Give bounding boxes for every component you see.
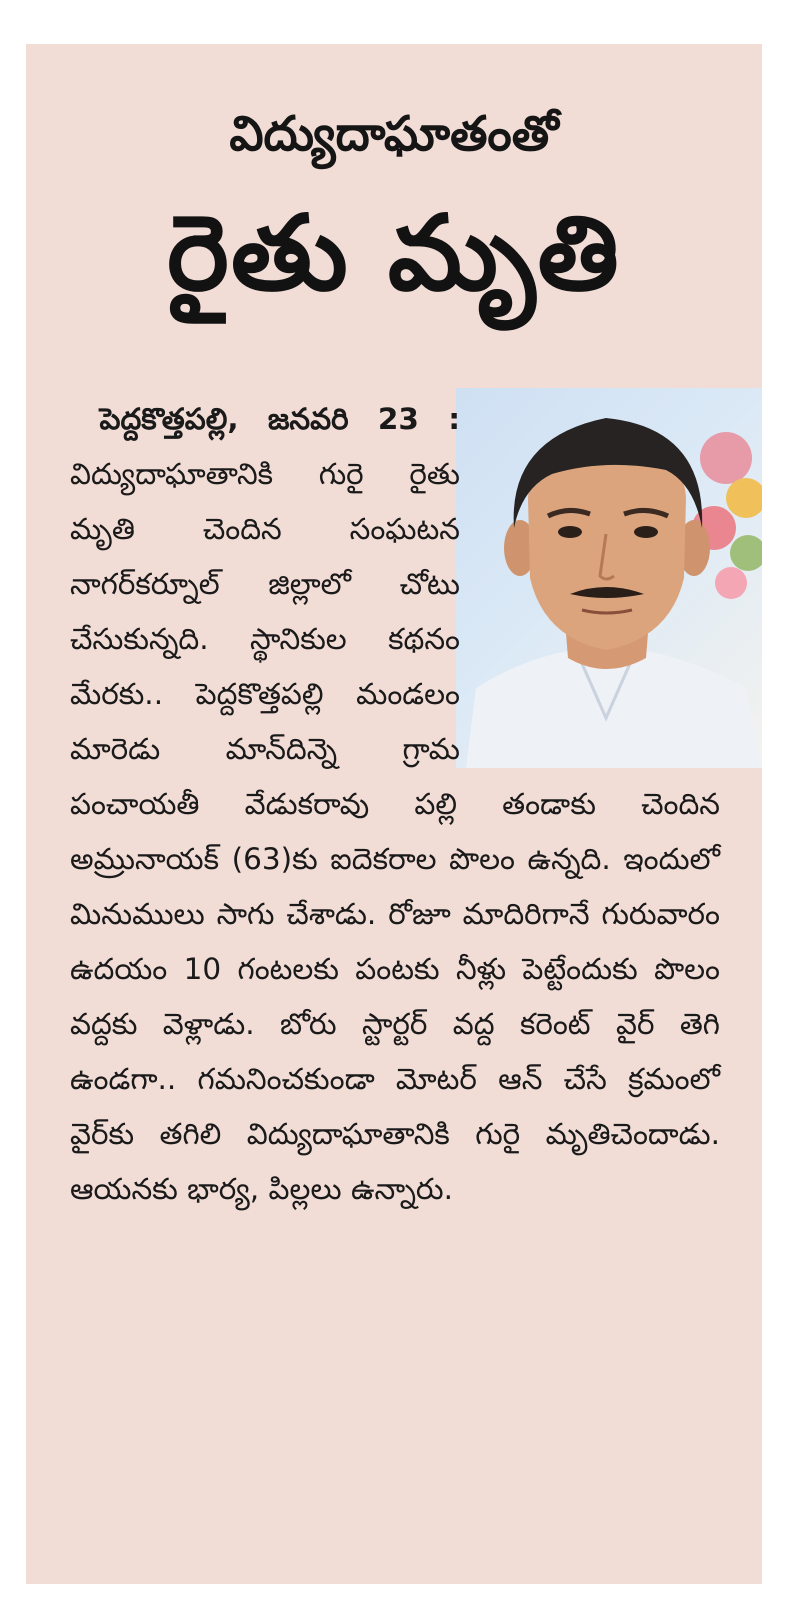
photo-wrap-space: [468, 392, 720, 776]
news-clipping: [26, 44, 762, 1584]
main-headline: రైతు మృతి: [167, 192, 621, 314]
dateline: పెద్దకొత్తపల్లి, జనవరి 23 :: [99, 402, 460, 436]
article-body: [70, 392, 720, 1217]
kicker-headline: విద్యుదాఘాతంతో: [229, 106, 559, 162]
body-text: విద్యుదాఘాతానికి గురై రైతు మృతి చెందిన సంఘటన నాగర్‌కర్నూల్ జిల్లాలో చోటు చేసుకున్నది. స్థానికుల కథనం మేరకు.. పెద్దకొత్తపల్లి మండలం మారెడు మాన్‌దిన్నె గ్రామ పంచాయతీ వేడుకరావు పల్లి తండాకు చెందిన అమ్రునాయక్ (63)కు ఐదెకరాల పొలం ఉన్నది. ఇందులో మినుములు సాగు చేశాడు. రోజూ మాదిరిగానే గురువారం ఉదయం 10 గంటలకు పంటకు నీళ్లు పెట్టేందుకు పొలం వద్దకు వెళ్లాడు. బోరు స్టార్టర్ వద్ద కరెంట్ వైర్ తెగి ఉండగా.. గమనించకుండా మోటర్ ఆన్ చేసే క్రమంలో వైర్‌కు తగిలి విద్యుదాఘాతానికి గురై మృతిచెందాడు. ఆయనకు భార్య, పిల్లలు ఉన్నారు.: [70, 457, 720, 1206]
